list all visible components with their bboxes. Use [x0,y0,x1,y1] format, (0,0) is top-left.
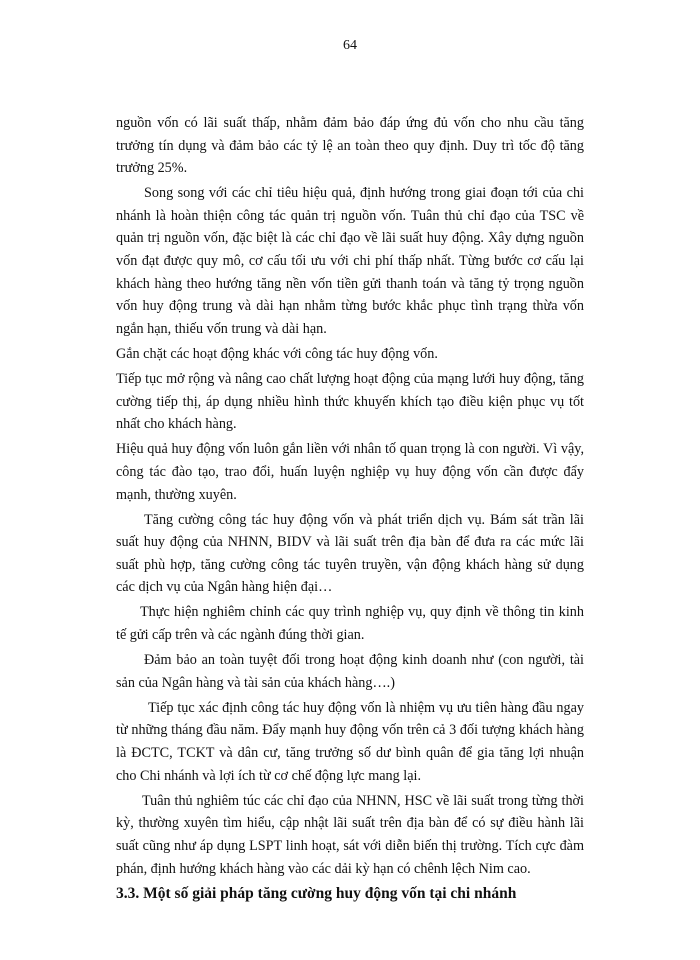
paragraph: nguồn vốn có lãi suất thấp, nhằm đảm bảo đáp ứng đủ vốn cho nhu cầu tăng trưởng tín dụng và đảm bảo các tỷ lệ an toàn theo quy định. Duy trì tốc độ tăng trưởng 25%. [116,115,584,177]
paragraph: Tiếp tục xác định công tác huy động vốn là nhiệm vụ ưu tiên hàng đầu ngay từ những tháng đầu năm. Đẩy mạnh huy động vốn trên cả 3 đối tượng khách hàng là ĐCTC, TCKT và dân cư, tăng trưởng số dư bình quân để gia tăng lợi nhuận cho Chi nhánh và lợi ích từ cơ chế động lực mang lại. [116,699,584,784]
paragraph: Đảm bảo an toàn tuyệt đối trong hoạt động kinh doanh như (con người, tài sản của Ngân hàng và tài sản của khách hàng….) [116,652,584,691]
section-heading: 3.3. Một số giải pháp tăng cường huy động vốn tại chi nhánh [116,884,517,902]
paragraph: Tăng cường công tác huy động vốn và phát triển dịch vụ. Bám sát trần lãi suất huy động của NHNN, BIDV và lãi suất trên địa bàn để đưa ra các mức lãi suất phù hợp, tăng cường công tác tuyên truyền, vận động khách hàng sử dụng các dịch vụ của Ngân hàng hiện đại… [116,511,584,596]
paragraph: Thực hiện nghiêm chỉnh các quy trình nghiệp vụ, quy định về thông tin kinh tế gửi cấp trên và các ngành đúng thời gian. [116,604,584,644]
paragraph: Tiếp tục mở rộng và nâng cao chất lượng hoạt động của mạng lưới huy động, tăng cường tiếp thị, áp dụng nhiều hình thức khuyến khích tạo điều kiện phục vụ tốt nhất cho khách hàng. [116,371,584,433]
paragraph: Hiệu quả huy động vốn luôn gắn liền với nhân tố quan trọng là con người. Vì vậy, công tác đào tạo, trao đổi, huấn luyện nghiệp vụ huy động vốn cần được đẩy mạnh, thường xuyên. [116,441,584,503]
page-number: 64 [343,38,357,53]
paragraph: Song song với các chỉ tiêu hiệu quả, định hướng trong giai đoạn tới của chi nhánh là hoàn thiện công tác quản trị nguồn vốn. Tuân thủ chỉ đạo của TSC về quản trị nguồn vốn, đặc biệt là các chỉ đạo về lãi suất huy động. Xây dựng nguồn vốn đạt được quy mô, cơ cấu tối ưu với chi phí thấp nhất. Từng bước cơ cấu lại khách hàng theo hướng tăng nền vốn tiền gửi thanh toán và tăng tỷ trọng nguồn vốn huy động trung và dài hạn nhằm từng bước khắc phục tình trạng thừa vốn ngắn hạn, thiếu vốn trung và dài hạn. [116,185,584,337]
paragraph: Tuân thủ nghiêm túc các chỉ đạo của NHNN, HSC về lãi suất trong từng thời kỳ, thường xuyên tìm hiểu, cập nhật lãi suất trên địa bàn để có sự điều hành lãi suất cũng như áp dụng LSPT linh hoạt, sát với diễn biến thị trường. Tích cực đàm phán, định hướng khách hàng vào các dải kỳ hạn có chênh lệch Nim cao. [116,792,584,877]
document-body [116,112,584,905]
paragraph: Gắn chặt các hoạt động khác với công tác huy động vốn. [116,345,438,362]
